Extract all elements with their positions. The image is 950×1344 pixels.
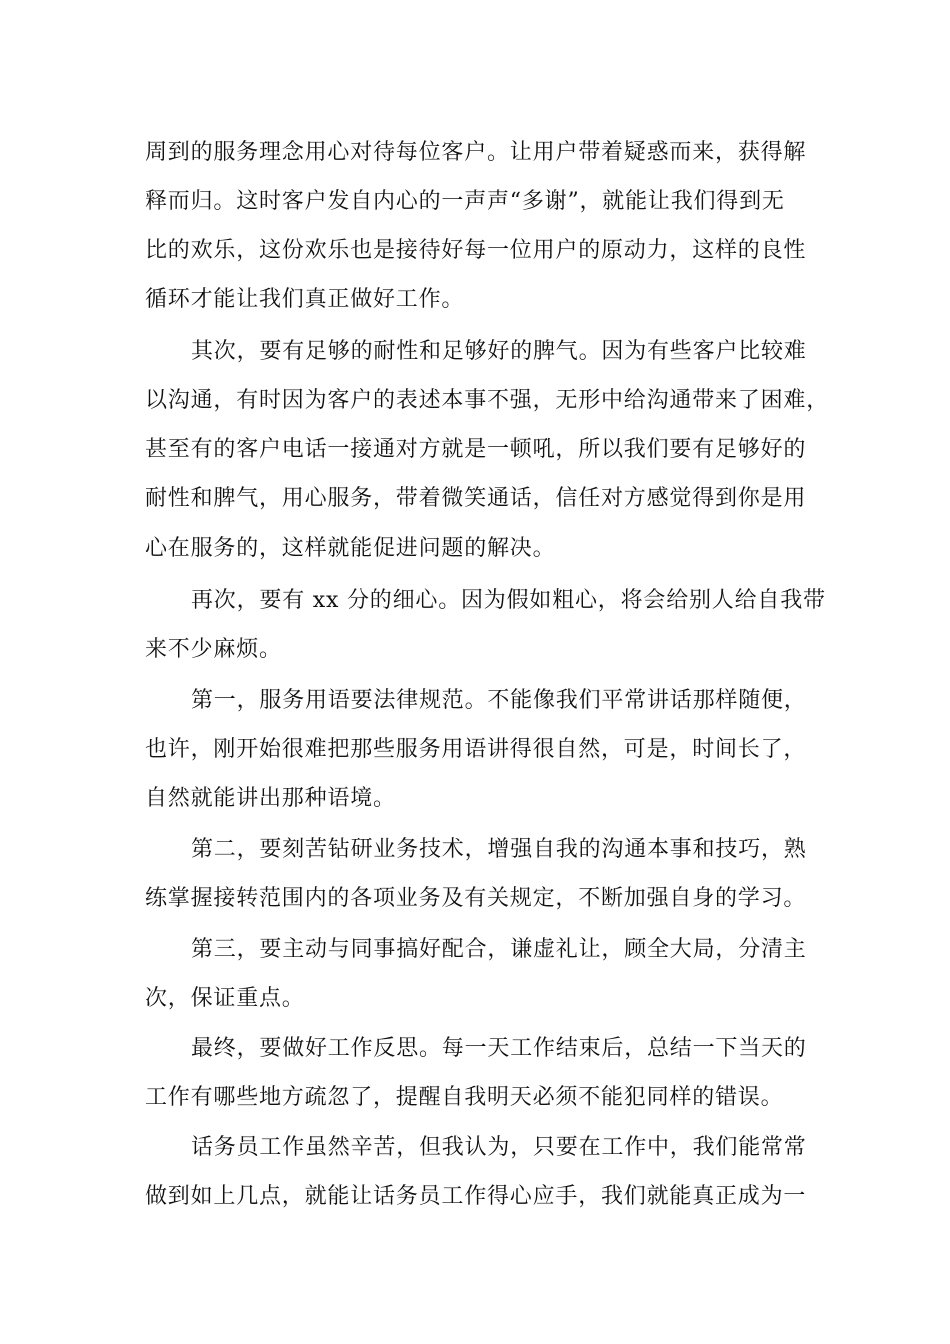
- paragraph-7-line-2: 工作有哪些地方疏忽了，提醒自我明天必须不能犯同样的错误。: [145, 1085, 784, 1110]
- paragraph-2-line-1: 其次，要有足够的耐性和足够好的脾气。因为有些客户比较难: [191, 339, 807, 364]
- paragraph-8-line-1: 话务员工作虽然辛苦，但我认为，只要在工作中，我们能常常: [191, 1135, 807, 1160]
- paragraph-4-line-3: 自然就能讲出那种语境。: [145, 786, 396, 811]
- paragraph-3-line-1: 再次，要有 xx 分的细心。因为假如粗心，将会给别人给自我带: [191, 588, 826, 613]
- paragraph-1-line-2: 释而归。这时客户发自内心的一声声“多谢”，就能让我们得到无: [145, 189, 785, 214]
- paragraph-5-line-2: 练掌握接转范围内的各项业务及有关规定，不断加强自身的学习。: [145, 886, 807, 911]
- paragraph-3-line-2: 来不少麻烦。: [145, 637, 282, 662]
- paragraph-6-line-1: 第三，要主动与同事搞好配合，谦虚礼让，顾全大局，分清主: [191, 937, 807, 962]
- paragraph-2-line-4: 耐性和脾气，用心服务，带着微笑通话，信任对方感觉得到你是用: [145, 486, 807, 511]
- paragraph-6-line-2: 次，保证重点。: [145, 986, 305, 1011]
- paragraph-1-line-4: 循环才能让我们真正做好工作。: [145, 287, 465, 312]
- paragraph-2-line-3: 甚至有的客户电话一接通对方就是一顿吼，所以我们要有足够好的: [145, 437, 807, 462]
- paragraph-8-line-2: 做到如上几点，就能让话务员工作得心应手，我们就能真正成为一: [145, 1184, 807, 1209]
- paragraph-2-line-5: 心在服务的，这样就能促进问题的解决。: [145, 536, 556, 561]
- paragraph-2-line-2: 以沟通，有时因为客户的表述本事不强，无形中给沟通带来了困难，: [145, 388, 830, 413]
- paragraph-4-line-1: 第一，服务用语要法律规范。不能像我们平常讲话那样随便，: [191, 688, 807, 713]
- paragraph-1-line-1: 周到的服务理念用心对待每位客户。让用户带着疑惑而来，获得解: [145, 140, 807, 165]
- paragraph-4-line-2: 也许，刚开始很难把那些服务用语讲得很自然，可是，时间长了，: [145, 737, 807, 762]
- paragraph-7-line-1: 最终，要做好工作反思。每一天工作结束后，总结一下当天的: [191, 1036, 807, 1061]
- paragraph-1-line-3: 比的欢乐，这份欢乐也是接待好每一位用户的原动力，这样的良性: [145, 238, 807, 263]
- paragraph-5-line-1: 第二，要刻苦钻研业务技术，增强自我的沟通本事和技巧，熟: [191, 837, 807, 862]
